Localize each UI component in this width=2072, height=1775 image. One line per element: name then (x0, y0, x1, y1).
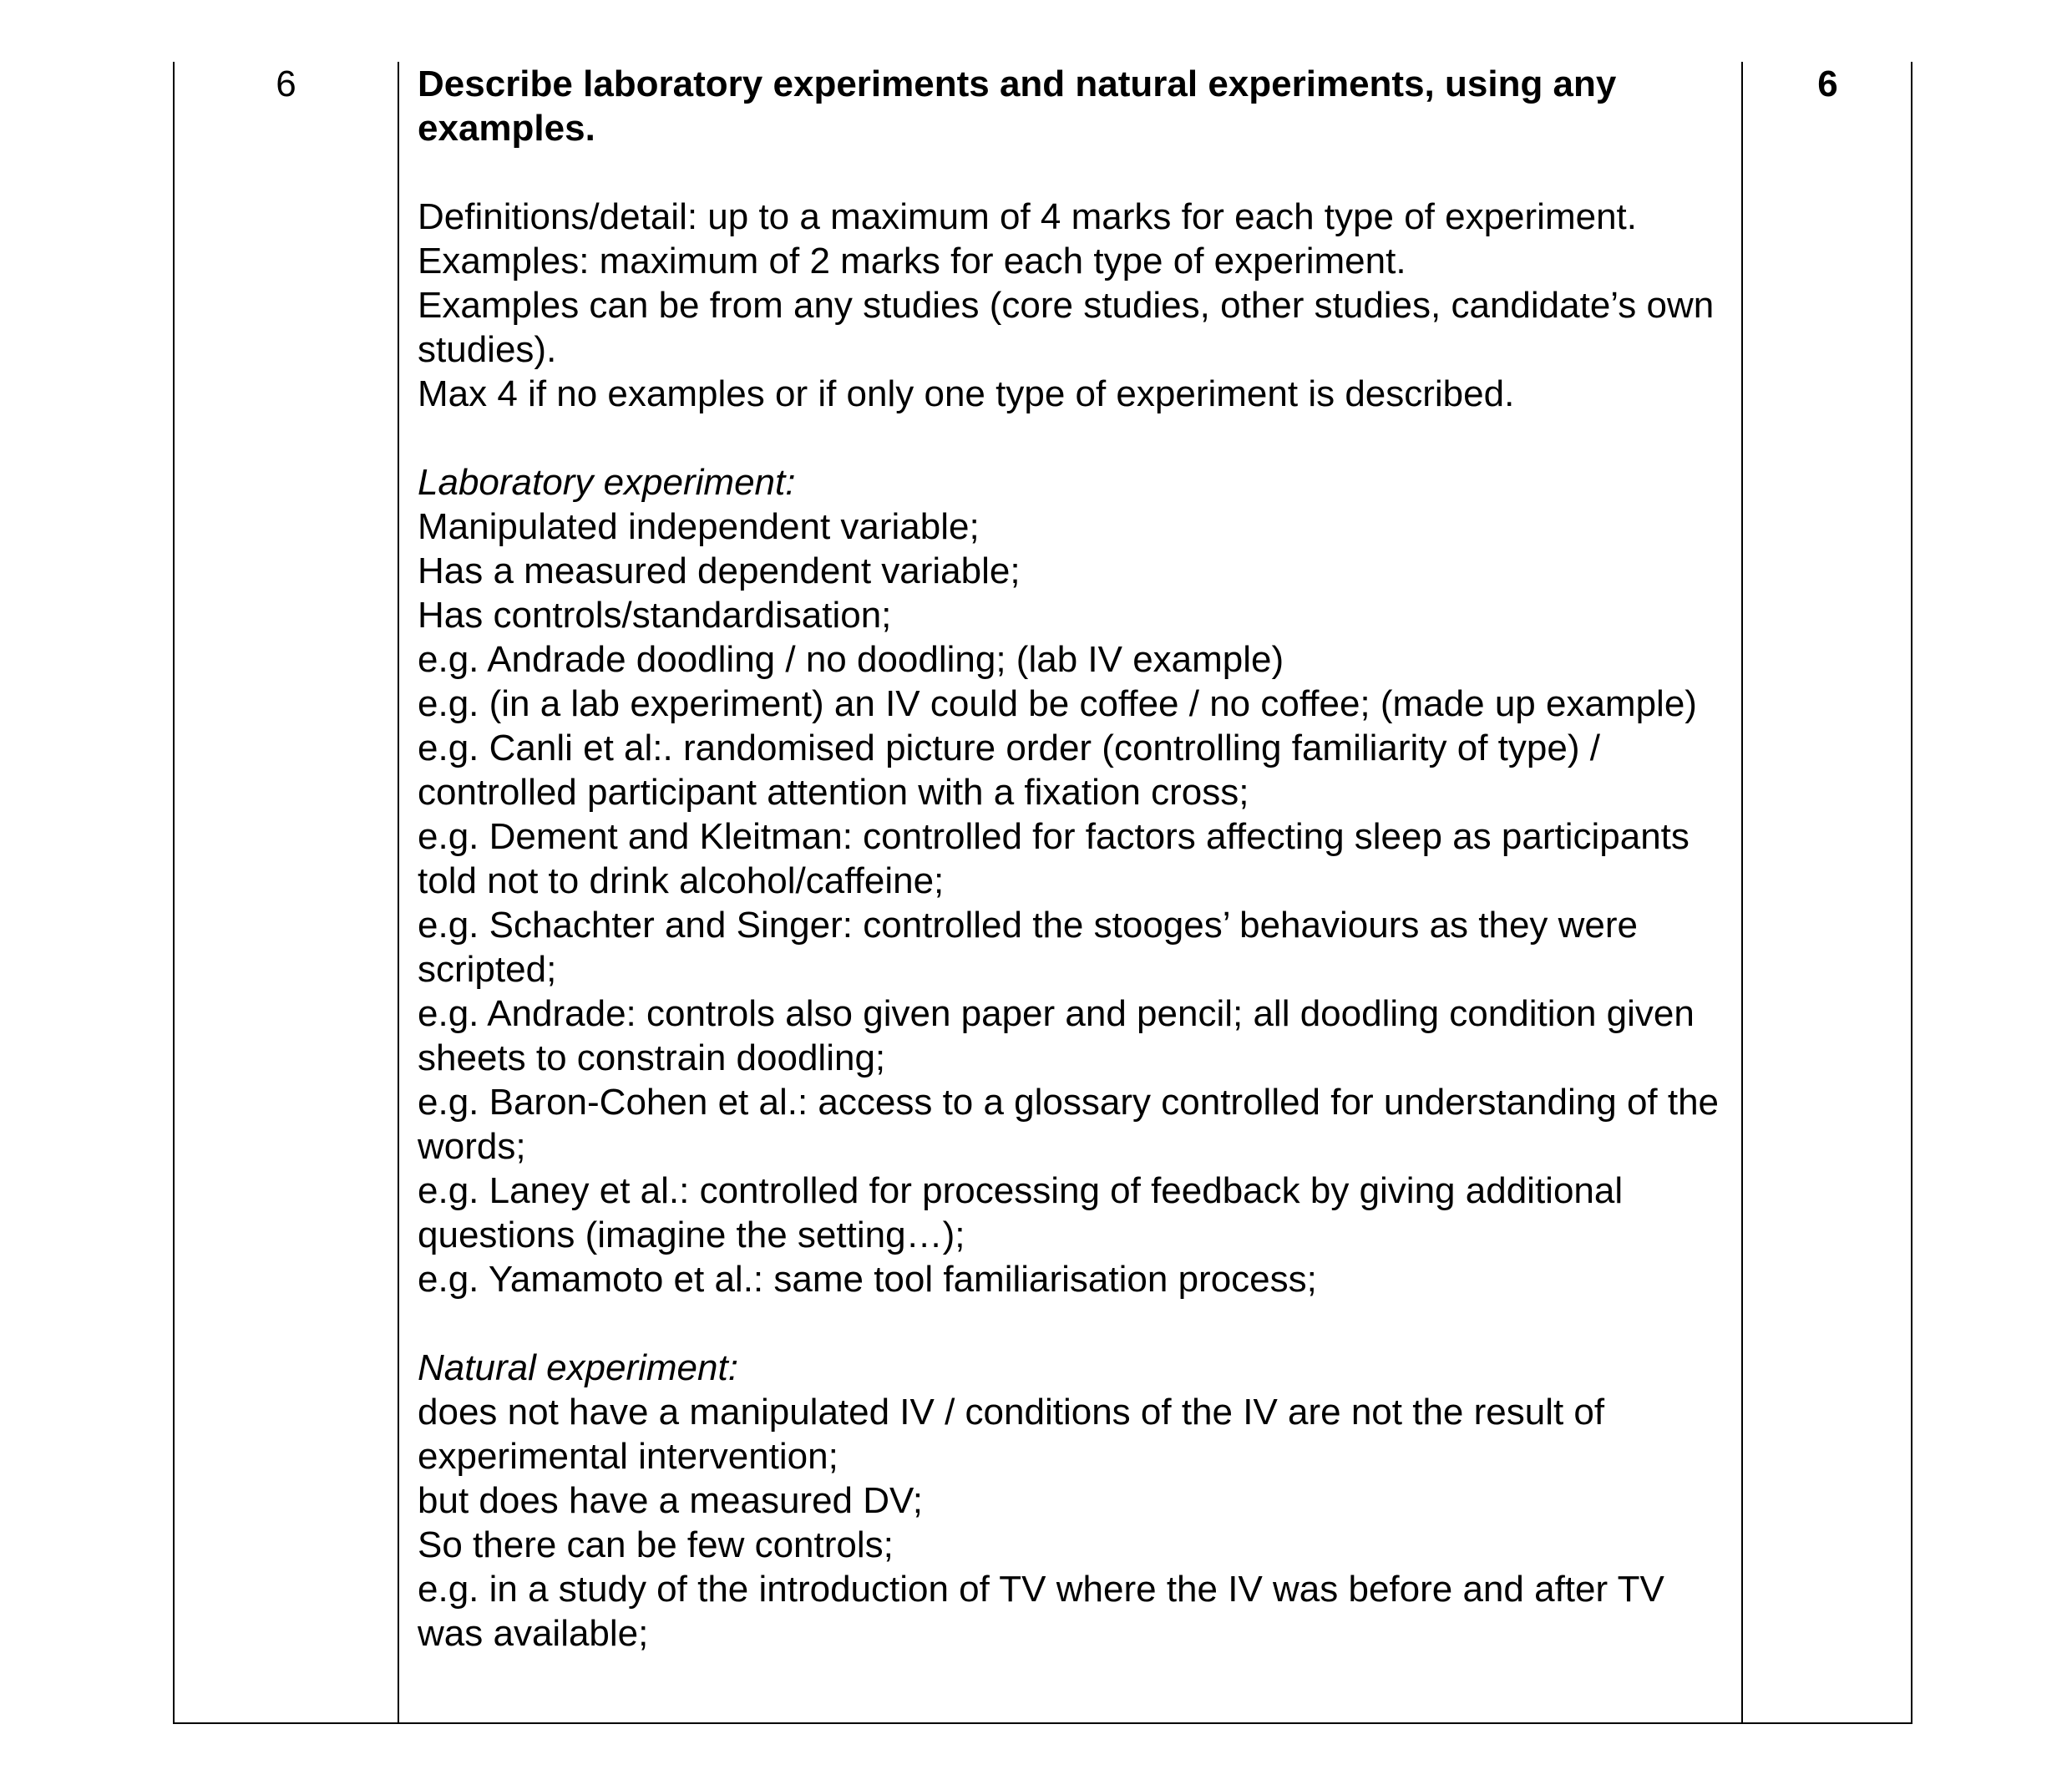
spacer (418, 1301, 1729, 1346)
lab-point: e.g. Laney et al.: controlled for processing of feedback by giving additional questions (imagine the setting…); (418, 1170, 1624, 1255)
answer-cell (418, 62, 1729, 1656)
lab-point: e.g. Schachter and Singer: controlled the stooges’ behaviours as they were scripted; (418, 905, 1639, 990)
natural-point: So there can be few controls; (418, 1524, 894, 1565)
lab-point: e.g. Dement and Kleitman: controlled for factors affecting sleep as participants told not to drink alcohol/caffeine; (418, 816, 1690, 901)
lab-point: e.g. Canli et al:. randomised picture order (controlling familiarity of type) / controlled participant attention with a fixation cross; (418, 728, 1600, 813)
column-divider (1741, 62, 1743, 1722)
lab-point: Has controls/standardisation; (418, 595, 892, 636)
lab-point: e.g. (in a lab experiment) an IV could be coffee / no coffee; (made up example) (418, 683, 1697, 724)
spacer (418, 416, 1729, 460)
natural-experiment-heading: Natural experiment: (418, 1347, 738, 1388)
lab-point: e.g. Yamamoto et al.: same tool familiarisation process; (418, 1259, 1317, 1300)
mark-scheme-table (173, 62, 1912, 1724)
question-number: 6 (276, 63, 296, 104)
question-text: Describe laboratory experiments and natural experiments, using any examples. (418, 63, 1617, 149)
natural-point: e.g. in a study of the introduction of TV where the IV was before and after TV was available; (418, 1569, 1664, 1654)
guidance-line: Examples can be from any studies (core studies, other studies, candidate’s own studies). (418, 285, 1715, 370)
lab-point: e.g. Baron-Cohen et al.: access to a glossary controlled for understanding of the words; (418, 1082, 1720, 1167)
natural-point: but does have a measured DV; (418, 1480, 923, 1521)
natural-experiment-section (418, 1346, 1729, 1656)
guidance-line: Definitions/detail: up to a maximum of 4 marks for each type of experiment. (418, 196, 1637, 237)
guidance-line: Examples: maximum of 2 marks for each type of experiment. (418, 241, 1406, 281)
guidance-line: Max 4 if no examples or if only one type of experiment is described. (418, 373, 1515, 414)
lab-point: e.g. Andrade doodling / no doodling; (lab IV example) (418, 639, 1284, 680)
lab-point: e.g. Andrade: controls also given paper and pencil; all doodling condition given sheets to constrain doodling; (418, 993, 1695, 1078)
column-divider (398, 62, 399, 1722)
lab-experiment-heading: Laboratory experiment: (418, 462, 796, 503)
lab-point: Has a measured dependent variable; (418, 550, 1021, 591)
spacer (418, 150, 1729, 195)
natural-point: does not have a manipulated IV / conditions of the IV are not the result of experimental intervention; (418, 1392, 1605, 1477)
marking-guidance (418, 195, 1729, 416)
lab-point: Manipulated independent variable; (418, 506, 980, 547)
lab-experiment-section (418, 460, 1729, 1301)
marks-value: 6 (1817, 63, 1838, 104)
